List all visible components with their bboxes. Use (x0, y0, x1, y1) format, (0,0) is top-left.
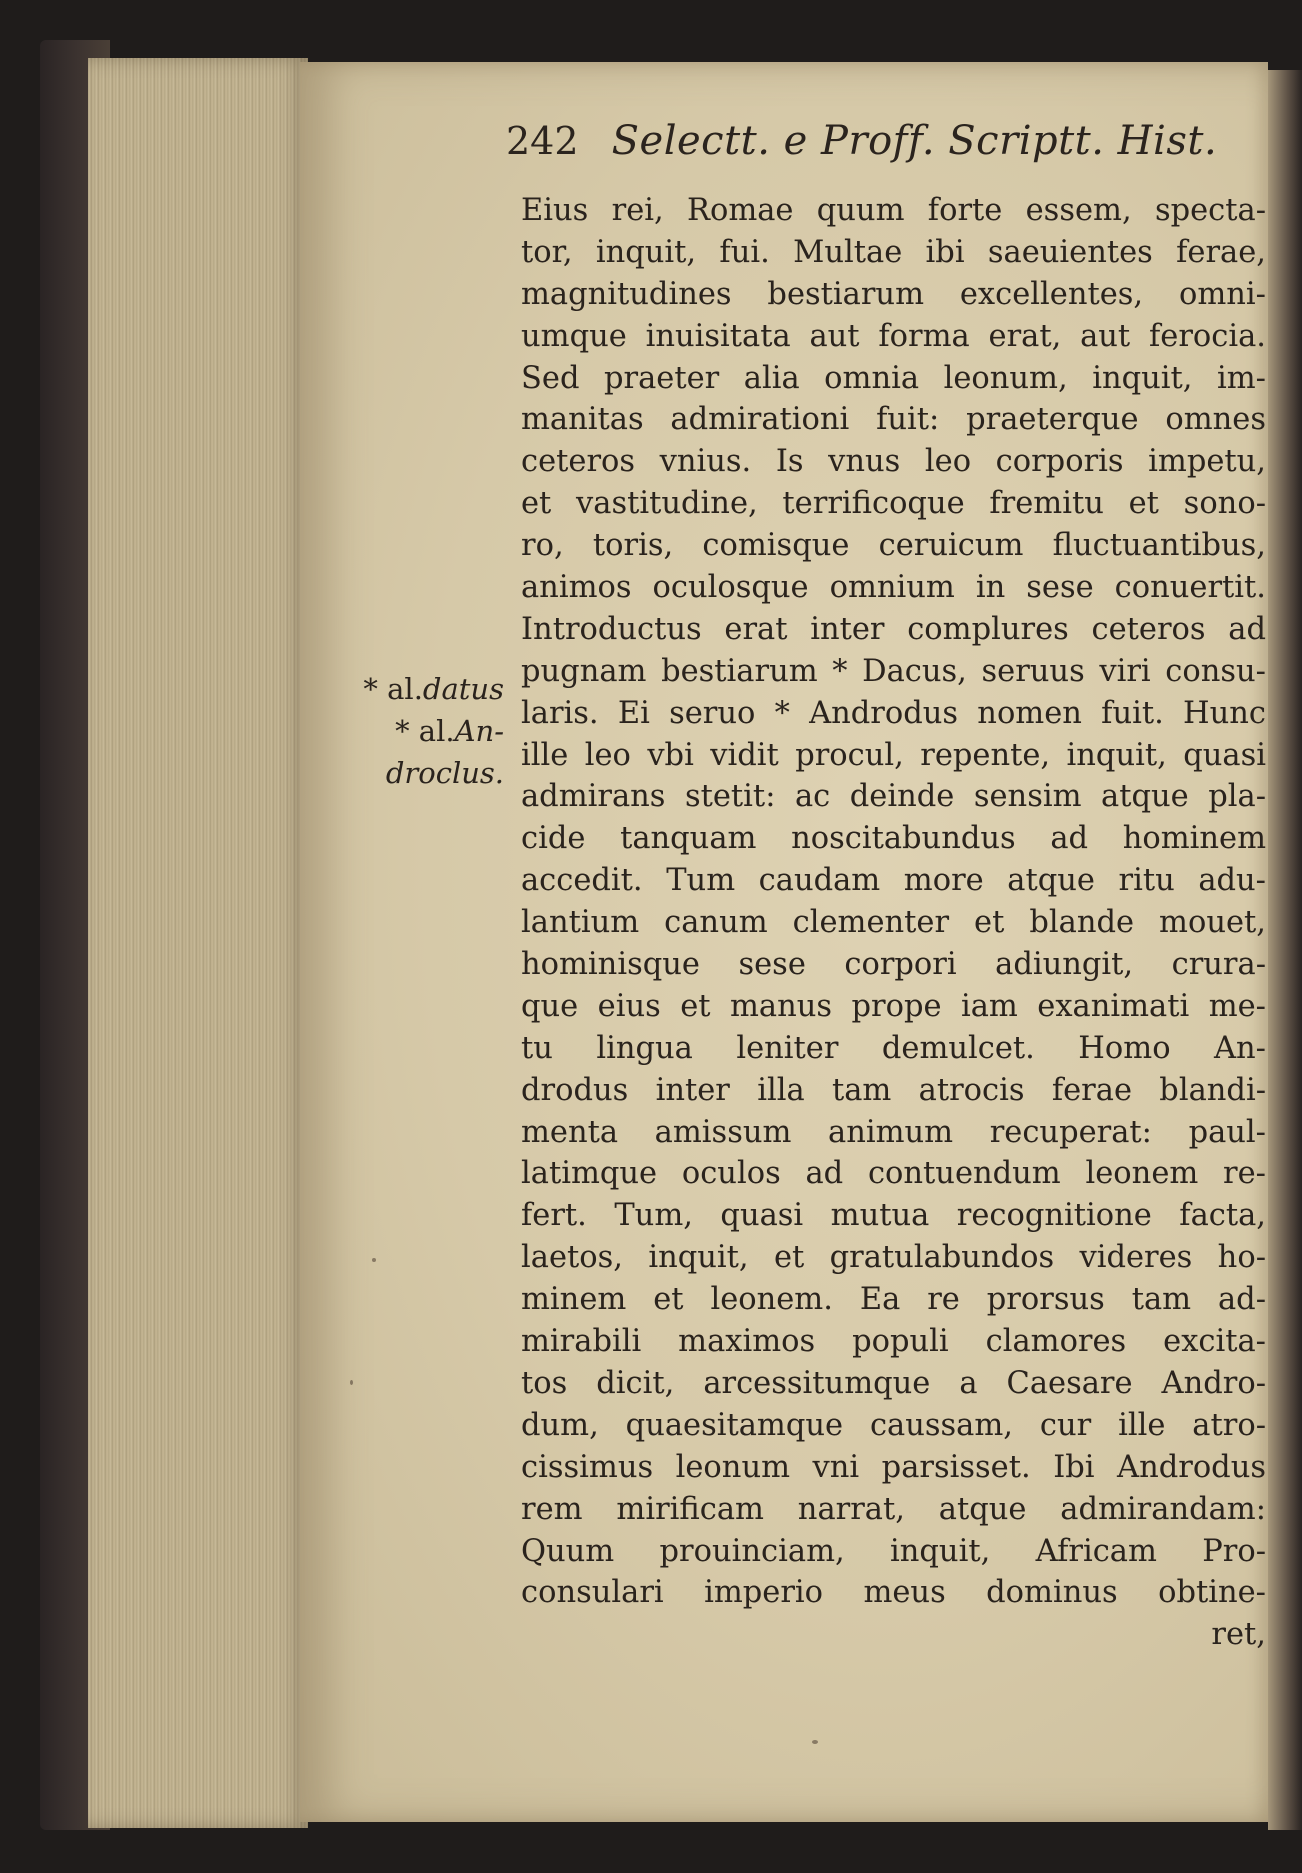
text-line: consulari imperio meus dominus obtine- (521, 1575, 1266, 1611)
text-line: fert. Tum, quasi mutua recognitione facta, (521, 1198, 1266, 1234)
text-line: cide tanquam noscitabundus ad hominem (521, 821, 1266, 857)
text-line: ille leo vbi vidit procul, repente, inquit, quasi (521, 737, 1266, 773)
page-header (506, 118, 1218, 164)
text-line: umque inuisitata aut forma erat, aut ferocia. (521, 318, 1266, 354)
text-line: rem mirificam narrat, atque admirandam: (521, 1491, 1266, 1527)
margin-note-prefix: * al. (395, 714, 455, 748)
text-line: ro, toris, comisque ceruicum fluctuantibus, (521, 528, 1266, 564)
running-title: Selectt. e Proff. Scriptt. Hist. (611, 118, 1218, 164)
text-line: pugnam bestiarum * Dacus, seruus viri consu- (521, 653, 1266, 689)
text-line: cissimus leonum vni parsisset. Ibi Androdus (521, 1449, 1266, 1485)
text-line: que eius et manus prope iam exanimati me- (521, 988, 1266, 1024)
text-line: admirans stetit: ac deinde sensim atque pla- (521, 779, 1266, 815)
paper-speck (372, 1258, 376, 1262)
text-line: laris. Ei seruo * Androdus nomen fuit. Hunc (521, 695, 1266, 731)
page-gutter-shadow (1268, 70, 1302, 1830)
text-line: laetos, inquit, et gratulabundos videres ho- (521, 1240, 1266, 1276)
margin-note-word: datus (422, 672, 504, 706)
text-line: manitas admirationi fuit: praeterque omnes (521, 402, 1266, 438)
margin-note-androclus-cont: droclus. (385, 756, 504, 790)
text-line: magnitudines bestiarum excellentes, omni- (521, 276, 1266, 312)
text-line: animos oculosque omnium in sese conuertit. (521, 570, 1266, 606)
paper-speck (812, 1740, 818, 1744)
text-line: Eius rei, Romae quum forte essem, specta- (521, 193, 1266, 228)
text-line: Sed praeter alia omnia leonum, inquit, im- (521, 360, 1266, 396)
page-number: 242 (506, 119, 579, 163)
text-line: drodus inter illa tam atrocis ferae blandi- (521, 1072, 1266, 1108)
text-line: Introductus erat inter complures ceteros ad (521, 611, 1266, 647)
text-line: menta amissum animum recuperat: paul- (521, 1114, 1266, 1150)
body-text (521, 190, 1266, 1656)
text-line: latimque oculos ad contuendum leonem re- (521, 1156, 1266, 1192)
text-line: tu lingua leniter demulcet. Homo An- (521, 1030, 1266, 1066)
text-line: tor, inquit, fui. Multae ibi saeuientes ferae, (521, 234, 1266, 270)
text-line: minem et leonem. Ea re prorsus tam ad- (521, 1282, 1266, 1318)
page-block-edges (88, 58, 308, 1828)
text-line: lantium canum clementer et blande mouet, (521, 905, 1266, 941)
text-line: tos dicit, arcessitumque a Caesare Andro- (521, 1365, 1266, 1401)
paper-speck (350, 1380, 353, 1385)
text-line: ceteros vnius. Is vnus leo corporis impetu, (521, 444, 1266, 480)
text-line: dum, quaesitamque caussam, cur ille atro- (521, 1407, 1266, 1443)
text-line: accedit. Tum caudam more atque ritu adu- (521, 863, 1266, 899)
margin-note-word: An- (454, 714, 504, 748)
margin-note-prefix: * al. (363, 672, 423, 706)
margin-note-androclus (395, 714, 504, 748)
text-line: Quum prouinciam, inquit, Africam Pro- (521, 1533, 1266, 1569)
text-line-catchword: ret, (1211, 1617, 1266, 1653)
text-line: et vastitudine, terrificoque fremitu et sono- (521, 486, 1266, 522)
text-line: mirabili maximos populi clamores excita- (521, 1324, 1266, 1360)
text-line: hominisque sese corpori adiungit, crura- (521, 947, 1266, 983)
margin-note-datus (363, 672, 504, 706)
